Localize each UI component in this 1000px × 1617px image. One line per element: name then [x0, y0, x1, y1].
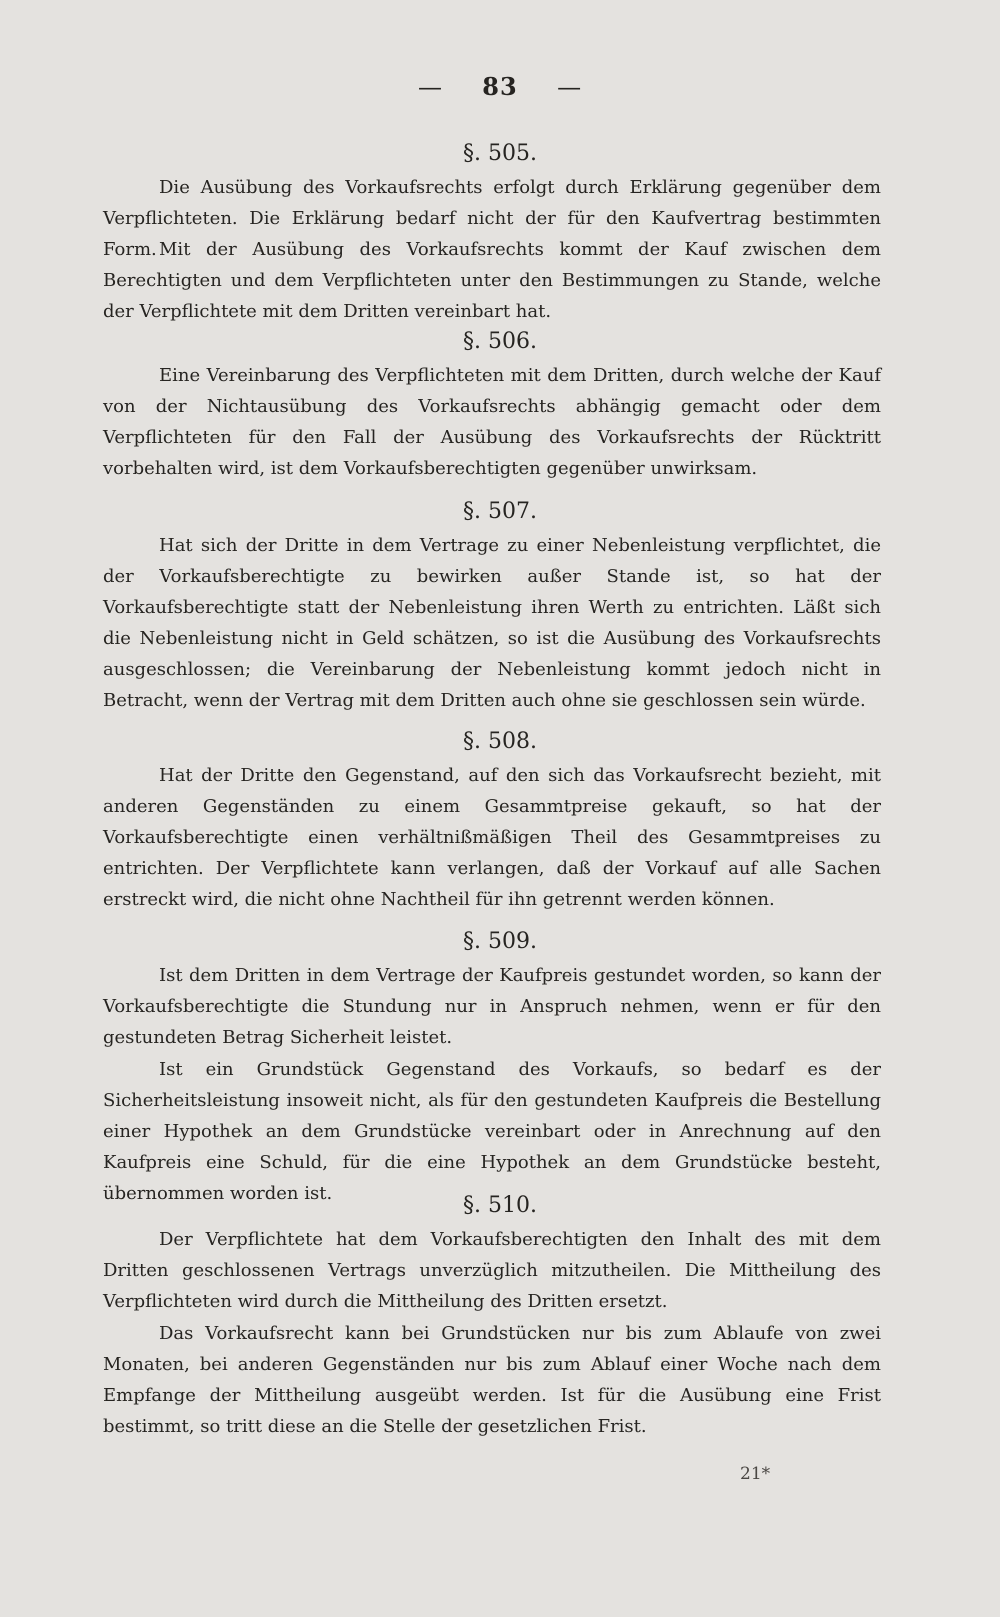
paragraph-510-1: Der Verpflichtete hat dem Vorkaufsberechtigten den Inhalt des mit dem Dritten geschlossenen Vertrags unverzüglich mitzutheilen. Die Mittheilung des Verpflichteten wird durch die Mittheilung des Dritten ersetzt.: [103, 1229, 881, 1312]
section-heading-509: §. 509.: [463, 929, 537, 954]
page-header: [0, 72, 1000, 101]
paragraph-505-1: Die Ausübung des Vorkaufsrechts erfolgt durch Erklärung gegenüber dem Verpflichteten. Die Erklärung bedarf nicht der für den Kaufvertrag bestimmten Form.: [103, 177, 881, 260]
header-dash-left: —: [417, 73, 443, 101]
paragraph-510-2: Das Vorkaufsrecht kann bei Grundstücken nur bis zum Ablaufe von zwei Monaten, bei anderen Gegenständen nur bis zum Ablauf einer Woche nach dem Empfange der Mittheilung ausgeübt werden. Ist für die Ausübung eine Frist bestimmt, so tritt diese an die Stelle der gesetzlichen Frist.: [103, 1323, 881, 1437]
section-heading-508: §. 508.: [463, 729, 537, 754]
paragraph-509-1: Ist dem Dritten in dem Vertrage der Kaufpreis gestundet worden, so kann der Vorkaufsberechtigte die Stundung nur in Anspruch nehmen, wenn er für den gestundeten Betrag Sicherheit leistet.: [103, 965, 881, 1048]
paragraph-506-1: Eine Vereinbarung des Verpflichteten mit dem Dritten, durch welche der Kauf von der Nichtausübung des Vorkaufsrechts abhängig gemacht oder dem Verpflichteten für den Fall der Ausübung des Vorkaufsrechts der Rücktritt vorbehalten wird, ist dem Vorkaufsberechtigten gegenüber unwirksam.: [103, 365, 881, 479]
page-number: 83: [482, 72, 518, 101]
paragraph-505-2: Mit der Ausübung des Vorkaufsrechts kommt der Kauf zwischen dem Berechtigten und dem Verpflichteten unter den Bestimmungen zu Stande, welche der Verpflichtete mit dem Dritten vereinbart hat.: [103, 239, 881, 322]
header-dash-right: —: [557, 73, 583, 101]
paragraph-509-2: Ist ein Grundstück Gegenstand des Vorkaufs, so bedarf es der Sicherheitsleistung insoweit nicht, als für den gestundeten Kaufpreis die Bestellung einer Hypothek an dem Grundstücke vereinbart oder in Anrechnung auf den Kaufpreis eine Schuld, für die eine Hypothek an dem Grundstücke besteht, übernommen worden ist.: [103, 1059, 881, 1204]
signature-mark: 21*: [740, 1464, 771, 1484]
paragraph-508-1: Hat der Dritte den Gegenstand, auf den sich das Vorkaufsrecht bezieht, mit anderen Gegenständen zu einem Gesammtpreise gekauft, so hat der Vorkaufsberechtigte einen verhältnißmäßigen Theil des Gesammtpreises zu entrichten. Der Verpflichtete kann verlangen, daß der Vorkauf auf alle Sachen erstreckt wird, die nicht ohne Nachtheil für ihn getrennt werden können.: [103, 765, 881, 910]
paragraph-507-1: Hat sich der Dritte in dem Vertrage zu einer Nebenleistung verpflichtet, die der Vorkaufsberechtigte zu bewirken außer Stande ist, so hat der Vorkaufsberechtigte statt der Nebenleistung ihren Werth zu entrichten. Läßt sich die Nebenleistung nicht in Geld schätzen, so ist die Ausübung des Vorkaufsrechts ausgeschlossen; die Vereinbarung der Nebenleistung kommt jedoch nicht in Betracht, wenn der Vertrag mit dem Dritten auch ohne sie geschlossen sein würde.: [103, 535, 881, 711]
section-heading-507: §. 507.: [463, 499, 537, 524]
section-heading-505: §. 505.: [463, 141, 537, 166]
section-heading-510: §. 510.: [463, 1193, 537, 1218]
section-heading-506: §. 506.: [463, 329, 537, 354]
